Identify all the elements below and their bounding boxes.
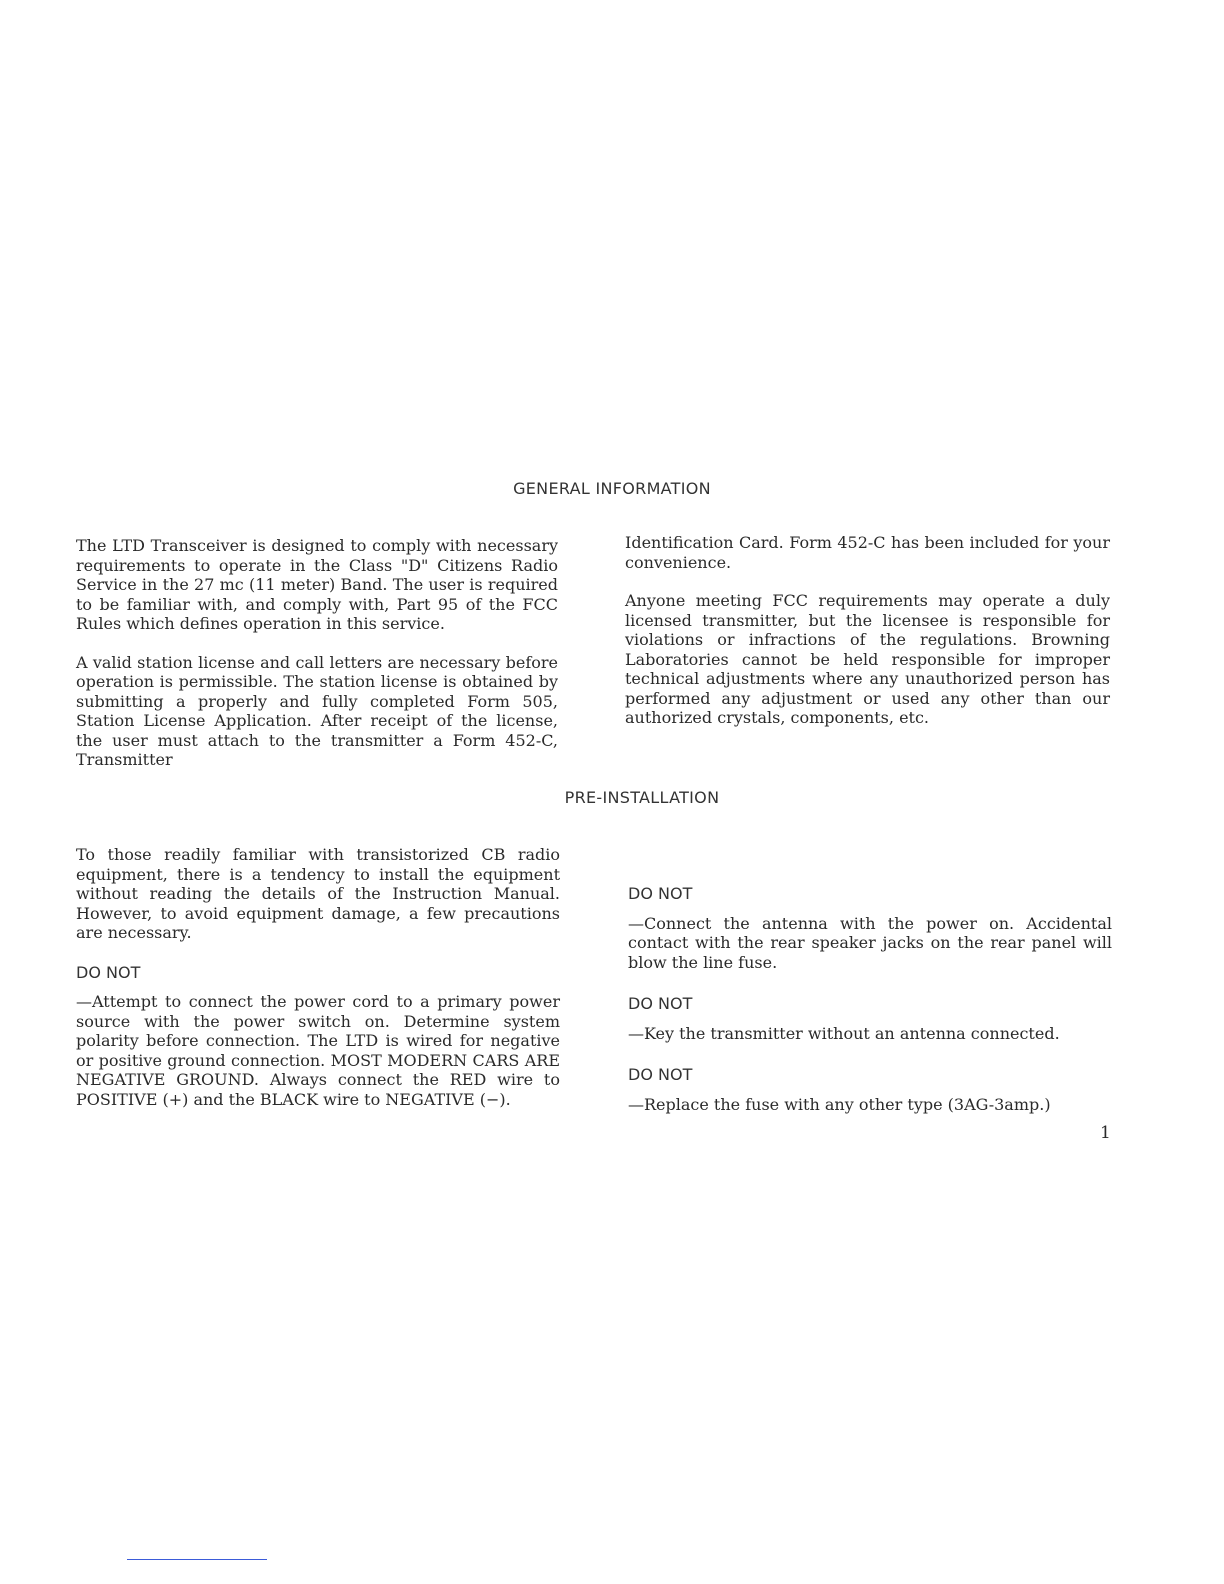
warning-label: DO NOT xyxy=(628,884,693,903)
page-number: 1 xyxy=(1100,1123,1111,1143)
warning-text: —Connect the antenna with the power on. Accidental contact with the rear speaker jacks on the rear panel will blow the line fuse. xyxy=(628,913,1112,972)
paragraph: The LTD Transceiver is designed to comply with necessary requirements to operate in the Class "D" Citizens Radio Service in the 27 mc (11 meter) Band. The user is required to be familiar with, and comply with, Part 95 of the FCC Rules which defines operation in this service. xyxy=(76,536,558,633)
warning-label: DO NOT xyxy=(628,1065,693,1084)
general-information-left-column xyxy=(76,536,558,770)
warning-label: DO NOT xyxy=(76,962,141,982)
section-heading-general-information: GENERAL INFORMATION xyxy=(513,479,711,498)
intro-paragraph: To those readily familiar with transistorized CB radio equipment, there is a tendency to install the equipment without reading the details of the Instruction Manual. However, to avoid equipment damage, a few precautions are necessary. xyxy=(76,845,560,942)
warning-text: —Attempt to connect the power cord to a primary power source with the power switch on. Determine system polarity before connection. The LTD is wired for negative or positive ground connection. MOST MODERN CARS ARE NEGATIVE GROUND. Always connect the RED wire to POSITIVE (+) and the BLACK wire to NEGATIVE (−). xyxy=(76,992,560,1109)
footer-rule xyxy=(127,1559,267,1560)
warning-text: —Key the transmitter without an antenna connected. xyxy=(628,1023,1060,1043)
general-information-right-column xyxy=(625,533,1110,728)
warning-text: —Replace the fuse with any other type (3AG-3amp.) xyxy=(628,1094,1051,1114)
paragraph: A valid station license and call letters are necessary before operation is permissible. The station license is obtained by submitting a properly and fully completed Form 505, Station License Application. After receipt of the license, the user must attach to the transmitter a Form 452-C, Transmitter xyxy=(76,652,558,769)
warning-label: DO NOT xyxy=(628,994,693,1013)
pre-installation-left-column xyxy=(76,845,560,1109)
section-heading-pre-installation: PRE-INSTALLATION xyxy=(564,788,720,807)
paragraph: Anyone meeting FCC requirements may operate a duly licensed transmitter, but the licensee is responsible for violations or infractions of the regulations. Browning Laboratories cannot be held responsible for improper technical adjustments where any unauthorized person has performed any adjustment or used any other than our authorized crystals, components, etc. xyxy=(625,591,1110,727)
paragraph: Identification Card. Form 452-C has been included for your convenience. xyxy=(625,533,1110,572)
pre-installation-right-column xyxy=(628,884,1112,1114)
